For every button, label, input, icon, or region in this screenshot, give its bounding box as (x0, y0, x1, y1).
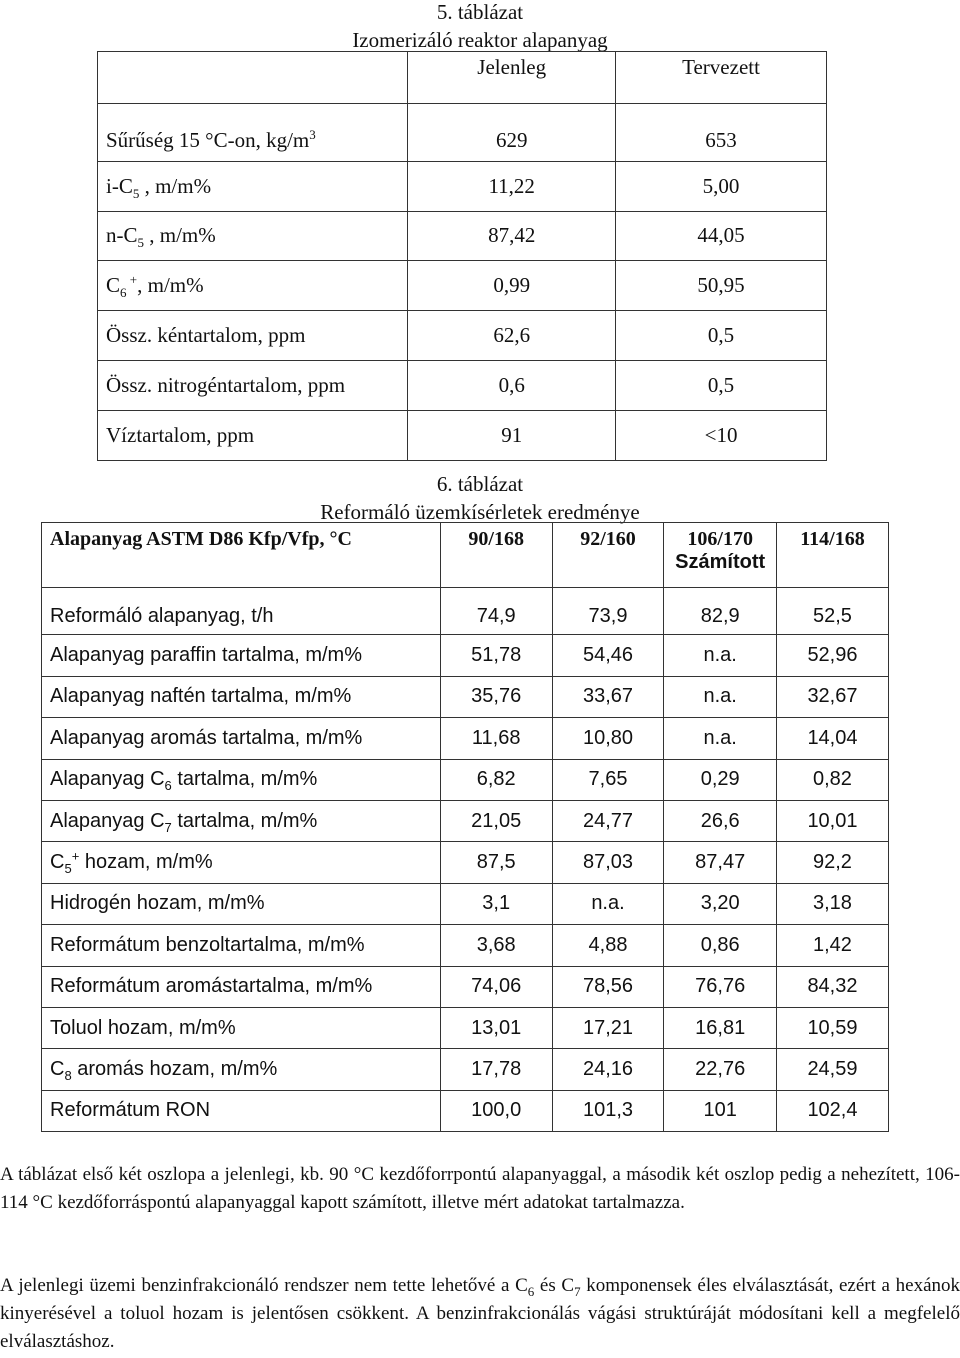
cell-value: 78,56 (552, 966, 664, 1007)
cell-value: 76,76 (664, 966, 777, 1007)
calculated-note: Számított (675, 551, 766, 573)
paragraph-2: A jelenlegi üzemi benzinfrakcionáló rendszer nem tette lehetővé a $C_6$ és $C_7$ komponensek éles elválasztását, ezért a hexánok kinyerésével a toluol hozam is jelentősen csökkent. A benzinfrakcionálás vágási struktúráját módosítani kell a megfelelő elválasztáshoz. (0, 1275, 960, 1352)
planned-value: 653 (616, 104, 827, 162)
table5-header-planned: Tervezett (616, 52, 827, 104)
table6-column-header: 106/170 Számított (664, 523, 777, 588)
cell-value: 32,67 (776, 676, 888, 717)
table5-header-current: Jelenleg (408, 52, 616, 104)
planned-value: 5,00 (616, 161, 827, 211)
table6-header-label: Alapanyag ASTM D86 Kfp/Vfp, °C (42, 523, 441, 588)
table-row (42, 759, 889, 800)
cell-value: 3,68 (440, 925, 552, 966)
row-label: $C_5^+$ hozam, m/m% (42, 842, 441, 883)
table-row (42, 842, 889, 883)
cell-value: 24,16 (552, 1049, 664, 1090)
table-row (42, 718, 889, 759)
table-row (42, 676, 889, 717)
planned-value: <10 (616, 410, 827, 460)
cell-value: 10,01 (776, 800, 888, 841)
row-label: Alapanyag paraffin tartalma, m/m% (42, 635, 441, 676)
cell-value: 24,59 (776, 1049, 888, 1090)
current-value: 0,99 (408, 261, 616, 311)
cell-value: 101,3 (552, 1090, 664, 1131)
cell-value: 74,06 (440, 966, 552, 1007)
row-label: $i-C_5$ , m/m% (98, 161, 408, 211)
table-row (98, 161, 827, 211)
row-label: Víztartalom, ppm (98, 410, 408, 460)
cell-value: 7,65 (552, 759, 664, 800)
cell-value: 22,76 (664, 1049, 777, 1090)
table-row (42, 588, 889, 635)
row-label: $C_8$ aromás hozam, m/m% (42, 1049, 441, 1090)
table6-caption (0, 470, 960, 526)
cell-value: 3,1 (440, 883, 552, 924)
cell-value: 0,82 (776, 759, 888, 800)
row-label: Össz. nitrogéntartalom, ppm (98, 360, 408, 410)
cell-value: 14,04 (776, 718, 888, 759)
cell-value: 10,59 (776, 1007, 888, 1048)
cell-value: 3,20 (664, 883, 777, 924)
table6 (41, 522, 889, 1132)
cell-value: 1,42 (776, 925, 888, 966)
current-value: 0,6 (408, 360, 616, 410)
cell-value: n.a. (664, 718, 777, 759)
cell-value: 17,21 (552, 1007, 664, 1048)
cell-value: 52,5 (776, 588, 888, 635)
cell-value: 4,88 (552, 925, 664, 966)
row-label: Reformátum RON (42, 1090, 441, 1131)
row-label: Reformáló alapanyag, t/h (42, 588, 441, 635)
cell-value: 87,03 (552, 842, 664, 883)
cell-value: 0,29 (664, 759, 777, 800)
row-label: Reformátum benzoltartalma, m/m% (42, 925, 441, 966)
cell-value: 26,6 (664, 800, 777, 841)
cell-value: 24,77 (552, 800, 664, 841)
cell-value: 84,32 (776, 966, 888, 1007)
row-label: Alapanyag $C_6$ tartalma, m/m% (42, 759, 441, 800)
row-label: $C_6$ +, m/m% (98, 261, 408, 311)
current-value: 629 (408, 104, 616, 162)
cell-value: n.a. (664, 635, 777, 676)
table-row (42, 800, 889, 841)
row-label: Alapanyag $C_7$ tartalma, m/m% (42, 800, 441, 841)
row-label: Hidrogén hozam, m/m% (42, 883, 441, 924)
row-label: $n-C_5$ , m/m% (98, 211, 408, 261)
cell-value: 54,46 (552, 635, 664, 676)
row-label: Össz. kéntartalom, ppm (98, 311, 408, 361)
planned-value: 0,5 (616, 311, 827, 361)
cell-value: 82,9 (664, 588, 777, 635)
cell-value: 100,0 (440, 1090, 552, 1131)
table6-title: Reformáló üzemkísérletek eredménye (320, 500, 640, 524)
planned-value: 44,05 (616, 211, 827, 261)
cell-value: 87,47 (664, 842, 777, 883)
current-value: 11,22 (408, 161, 616, 211)
table6-column-header: 90/168 (440, 523, 552, 588)
cell-value: 11,68 (440, 718, 552, 759)
cell-value: 17,78 (440, 1049, 552, 1090)
table6-column-header: 114/168 (776, 523, 888, 588)
cell-value: 33,67 (552, 676, 664, 717)
cell-value: 102,4 (776, 1090, 888, 1131)
table5-number: 5. táblázat (436, 0, 524, 24)
cell-value: 101 (664, 1090, 777, 1131)
table-row (98, 311, 827, 361)
table5-title: Izomerizáló reaktor alapanyag (352, 28, 608, 52)
planned-value: 50,95 (616, 261, 827, 311)
table-row (42, 1049, 889, 1090)
table5-caption (0, 0, 960, 54)
paragraph-1: A táblázat első két oszlopa a jelenlegi, kb. 90 °C kezdőforrpontú alapanyaggal, a második két oszlop pedig a nehezített, 106-114 °C kezdőforráspontú alapanyaggal kapott számított, illetve mért adatokat tartalmazza. (0, 1164, 960, 1213)
cell-value: 13,01 (440, 1007, 552, 1048)
cell-value: 10,80 (552, 718, 664, 759)
table-row (42, 1090, 889, 1131)
table-row (98, 261, 827, 311)
table-row (42, 1007, 889, 1048)
table6-body (42, 588, 889, 1132)
table-row (42, 966, 889, 1007)
row-label: Sűrűség 15 °C-on, $kg/m^3$ (98, 104, 408, 162)
table-row (42, 925, 889, 966)
table6-header-row (42, 523, 889, 588)
cell-value: 3,18 (776, 883, 888, 924)
cell-value: 21,05 (440, 800, 552, 841)
cell-value: 16,81 (664, 1007, 777, 1048)
table-row (98, 211, 827, 261)
row-label: Reformátum aromástartalma, m/m% (42, 966, 441, 1007)
cell-value: 74,9 (440, 588, 552, 635)
cell-value: 52,96 (776, 635, 888, 676)
cell-value: 0,86 (664, 925, 777, 966)
planned-value: 0,5 (616, 360, 827, 410)
table-row (42, 635, 889, 676)
current-value: 91 (408, 410, 616, 460)
cell-value: 92,2 (776, 842, 888, 883)
cell-value: 6,82 (440, 759, 552, 800)
row-label: Toluol hozam, m/m% (42, 1007, 441, 1048)
table5 (97, 51, 827, 461)
table6-column-header: 92/160 (552, 523, 664, 588)
table6-number: 6. táblázat (436, 472, 524, 496)
cell-value: 51,78 (440, 635, 552, 676)
cell-value: n.a. (664, 676, 777, 717)
current-value: 62,6 (408, 311, 616, 361)
row-label: Alapanyag aromás tartalma, m/m% (42, 718, 441, 759)
cell-value: 35,76 (440, 676, 552, 717)
table-row (98, 410, 827, 460)
current-value: 87,42 (408, 211, 616, 261)
table-row (98, 360, 827, 410)
cell-value: 87,5 (440, 842, 552, 883)
cell-value: 73,9 (552, 588, 664, 635)
table5-header-row (98, 52, 827, 104)
table-row (98, 104, 827, 162)
cell-value: n.a. (552, 883, 664, 924)
row-label: Alapanyag naftén tartalma, m/m% (42, 676, 441, 717)
table5-header-empty (98, 52, 408, 104)
table-row (42, 883, 889, 924)
